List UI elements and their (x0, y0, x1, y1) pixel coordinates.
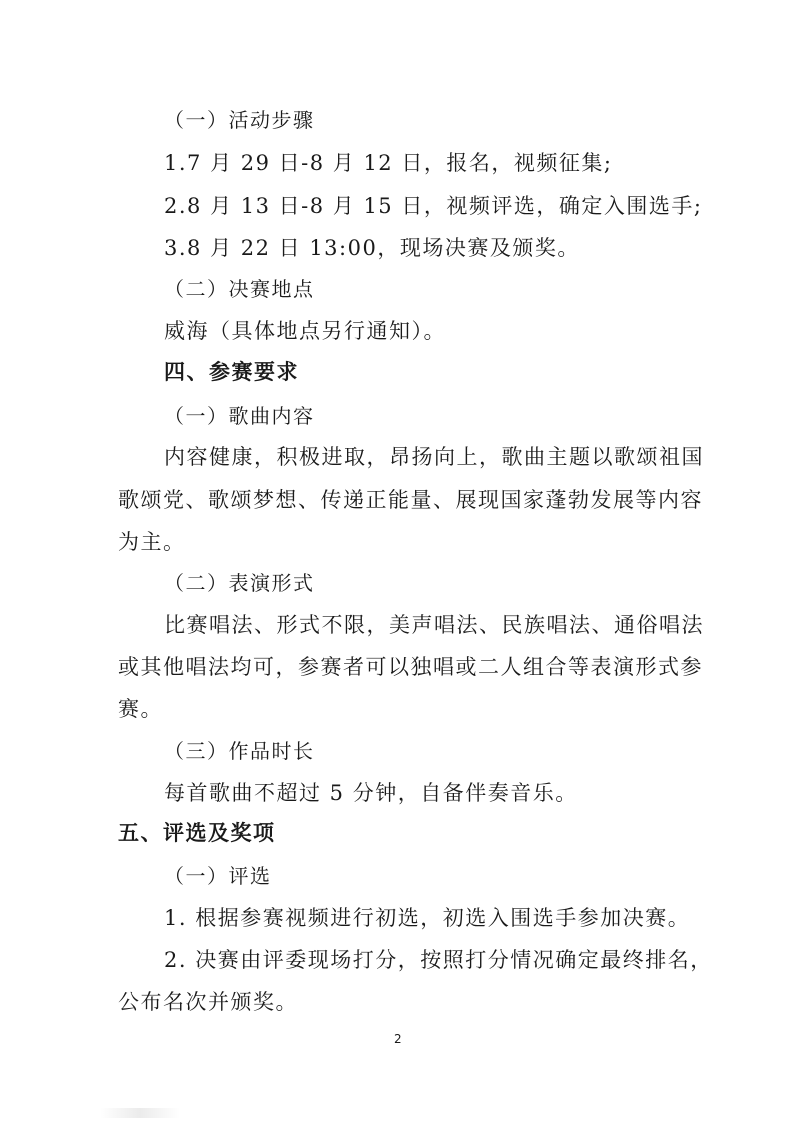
page-number: 2 (394, 1032, 402, 1046)
paragraph-performance-line-3: 赛。 (118, 697, 163, 721)
subheading-activity-steps: （一）活动步骤 (164, 108, 315, 132)
paragraph-song-content-line-3: 为主。 (118, 530, 186, 554)
paragraph-step-3: 3.8 月 22 日 13:00，现场决赛及颁奖。 (164, 236, 580, 260)
subheading-final-venue: （二）决赛地点 (164, 277, 315, 301)
subheading-song-content: （一）歌曲内容 (164, 404, 315, 428)
subheading-performance-form: （二）表演形式 (164, 571, 315, 595)
paragraph-song-content-line-1: 内容健康，积极进取，昂扬向上，歌曲主题以歌颂祖国 (164, 445, 704, 469)
subheading-duration: （三）作品时长 (164, 739, 315, 763)
scan-artifact (100, 1108, 180, 1118)
paragraph-step-2: 2.8 月 13 日-8 月 15 日，视频评选，确定入围选手; (164, 194, 703, 218)
paragraph-duration: 每首歌曲不超过 5 分钟，自备伴奏音乐。 (164, 781, 578, 805)
paragraph-performance-line-2: 或其他唱法均可，参赛者可以独唱或二人组合等表演形式参 (118, 655, 703, 679)
paragraph-performance-line-1: 比赛唱法、形式不限，美声唱法、民族唱法、通俗唱法 (164, 613, 704, 637)
section-heading-selection-awards: 五、评选及奖项 (118, 821, 276, 845)
section-heading-requirements: 四、参赛要求 (164, 360, 299, 384)
paragraph-song-content-line-2: 歌颂党、歌颂梦想、传递正能量、展现国家蓬勃发展等内容 (118, 488, 703, 512)
paragraph-venue: 威海（具体地点另行通知）。 (164, 319, 446, 343)
paragraph-selection-1: 1. 根据参赛视频进行初选，初选入围选手参加决赛。 (164, 906, 691, 930)
paragraph-step-1: 1.7 月 29 日-8 月 12 日，报名，视频征集; (164, 151, 613, 175)
paragraph-selection-2-line-2: 公布名次并颁奖。 (118, 990, 298, 1014)
subheading-selection: （一）评选 (164, 864, 272, 888)
paragraph-selection-2-line-1: 2. 决赛由评委现场打分，按照打分情况确定最终排名， (164, 948, 713, 972)
